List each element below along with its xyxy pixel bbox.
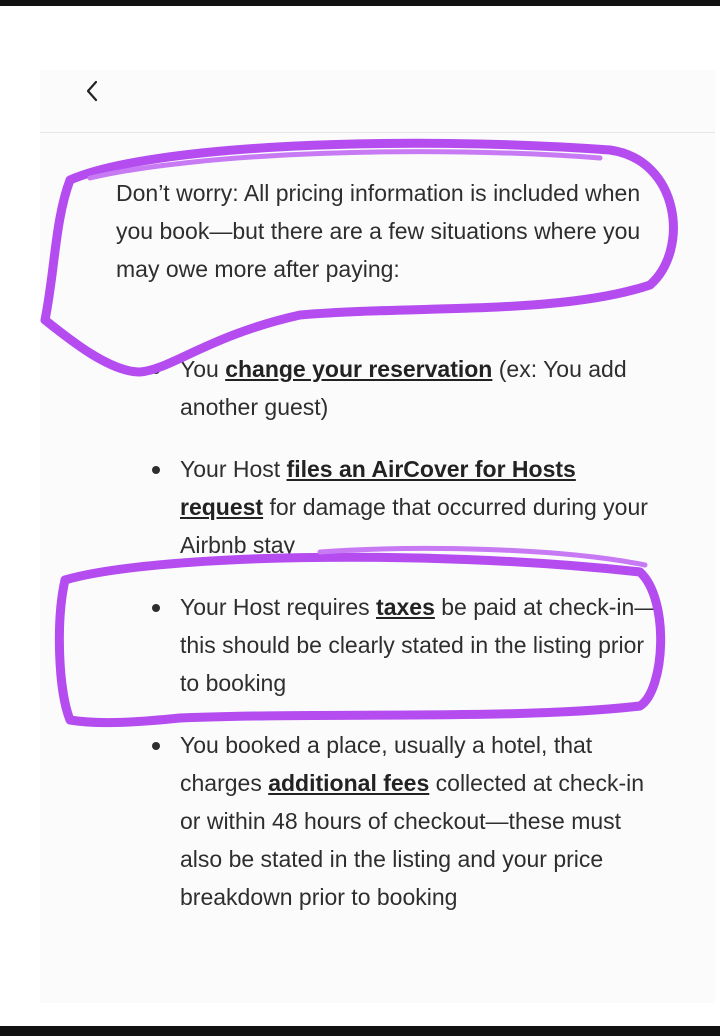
chevron-left-icon [78,76,108,106]
back-button[interactable] [78,76,108,106]
screen-bottom-edge [0,1026,720,1036]
status-bar-edge [0,0,720,6]
bullet-text-before: Your Host [180,456,287,482]
list-item-additional-fees [180,726,660,916]
header-bar [40,70,715,133]
reasons-list [180,350,660,940]
bullet-dot [152,742,160,750]
bullet-text-before: Your Host requires [180,594,377,620]
bullet-text-after: be paid at check-in—this should be clearly stated in the listing prior to booking [180,594,658,696]
bullet-text-before: You booked a place, usually a hotel, that charges [180,732,593,796]
bullet-dot [152,466,160,474]
bullet-text-before: You [180,356,226,382]
bullet-dot [152,366,160,374]
list-item-aircover-request [180,450,660,564]
change-reservation-link[interactable]: change your reservation [225,356,493,382]
bullet-text-after: collected at check-in or within 48 hours of checkout—these must also be stated in the listing and your price breakdown prior to booking [180,770,645,910]
bullet-dot [152,604,160,612]
intro-paragraph: Don’t worry: All pricing information is included when you book—but there are a few situations where you may owe more after paying: [116,180,641,282]
list-item-taxes [180,588,660,702]
bullet-text-after: for damage that occurred during your Airbnb stay [180,494,648,558]
bullet-text-after: (ex: You add another guest) [180,356,627,420]
additional-fees-link[interactable]: additional fees [268,770,430,796]
list-item-change-reservation [180,350,660,426]
aircover-request-link[interactable]: files an AirCover for Hosts request [180,456,576,520]
taxes-link[interactable]: taxes [376,594,435,620]
